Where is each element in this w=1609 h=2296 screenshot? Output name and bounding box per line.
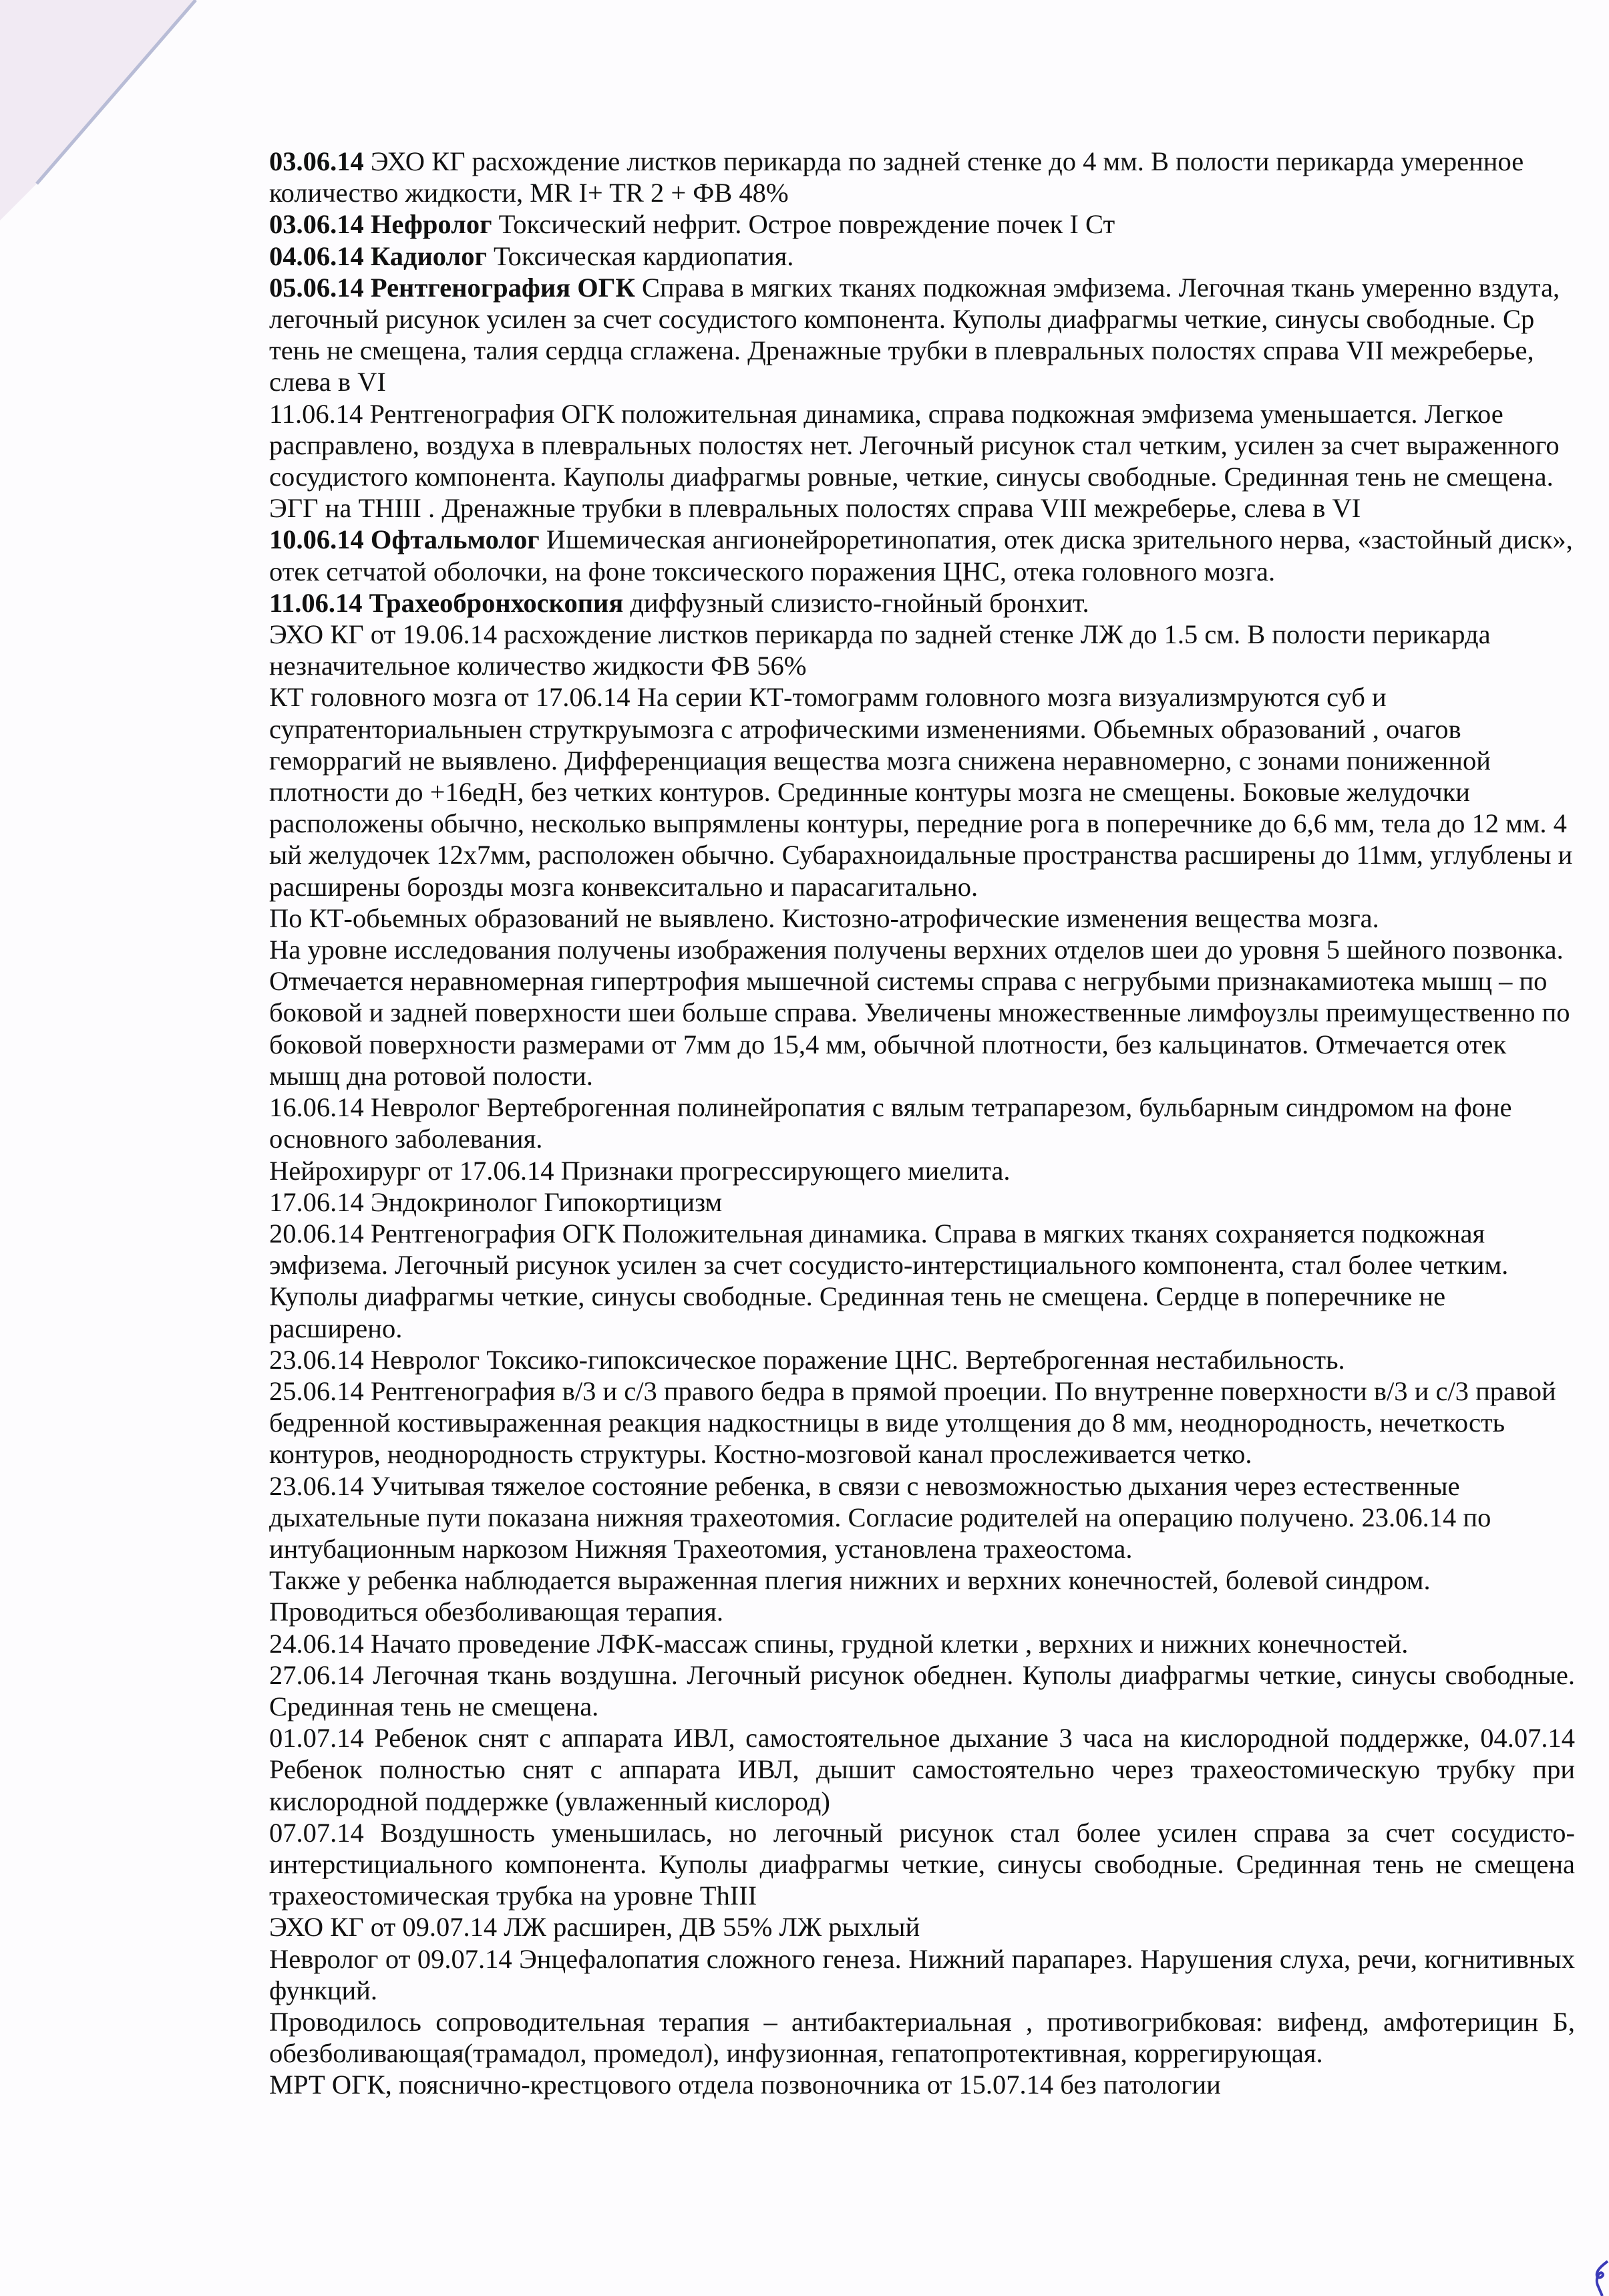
document-paragraph: [269, 1722, 1575, 1817]
paragraph-text: Ишемическая ангионейроретинопатия, отек диска зрительного нерва, «застойный диск», отек сетчатой оболочки, на фоне токсического поражения ЦНС, отека головного мозга.: [269, 524, 1573, 587]
document-paragraph: [269, 1943, 1575, 2006]
document-paragraph: [269, 1911, 1575, 1943]
document-paragraph: [269, 587, 1575, 619]
document-paragraph: [269, 1628, 1575, 1659]
paragraph-text: Также у ребенка наблюдается выраженная плегия нижних и верхних конечностей, болевой синдром.: [269, 1565, 1431, 1596]
document-paragraph: [269, 1565, 1575, 1596]
paragraph-text: Справа в мягких тканях подкожная эмфизема. Легочная ткань умеренно вздута, легочный рисунок усилен за счет сосудистого компонента. Куполы диафрагмы четкие, синусы свободные. Ср тень не смещена, талия сердца сглажена. Дренажные трубки в плевральных полостях справа VII межреберье, слева в VI: [269, 272, 1560, 397]
paragraph-text: 20.06.14 Рентгенография ОГК Положительная динамика. Справа в мягких тканях сохраняется подкожная эмфизема. Легочный рисунок усилен за счет сосудисто-интерстициального компонента, стал более четким. Куполы диафрагмы четкие, синусы свободные. Срединная тень не смещена. Сердце в поперечнике не расширено.: [269, 1218, 1509, 1343]
paragraph-text: 16.06.14 Невролог Вертеброгенная полинейропатия с вялым тетрапарезом, бульбарным синдромом на фоне основного заболевания.: [269, 1092, 1512, 1154]
paragraph-label: ЭХО КГ: [370, 146, 466, 176]
paragraph-text: По КТ-обьемных образований не выявлено. Кистозно-атрофические изменения вещества мозга.: [269, 903, 1379, 933]
document-paragraph: [269, 240, 1575, 272]
signature-mark: [1582, 2256, 1609, 2296]
paragraph-text: 25.06.14 Рентгенография в/3 и с/3 правого бедра в прямой проеции. По внутренне поверхности в/3 и с/3 правой бедренной костивыраженная реакция надкостницы в виде утолщения до 8 мм, неоднородность, нечеткость контуров, неоднородность структуры. Костно-мозговой канал прослеживается четко.: [269, 1375, 1556, 1470]
paragraph-text: Проводилось сопроводительная терапия – антибактериальная , противогрибковая: вифенд, амфотерицин Б, обезболивающая(трамадол, промедол), инфузионная, гепатопротективная, коррегирующая.: [269, 2006, 1575, 2069]
document-paragraph: [269, 619, 1575, 681]
document-paragraph: [269, 1375, 1575, 1470]
paragraph-text: Невролог от 09.07.14 Энцефалопатия сложного генеза. Нижний парапарез. Нарушения слуха, речи, когнитивных функций.: [269, 1943, 1575, 2005]
document-paragraph: [269, 1817, 1575, 1912]
paragraph-text: Токсическая кардиопатия.: [486, 240, 794, 271]
document-paragraph: [269, 1470, 1575, 1565]
document-paragraph: [269, 934, 1575, 1092]
paragraph-text: 17.06.14 Эндокринолог Гипокортицизм: [269, 1186, 723, 1217]
paragraph-text: 07.07.14 Воздушность уменьшилась, но легочный рисунок стал более усилен справа за счет сосудисто-интерстициального компонента. Куполы диафрагмы четкие, синусы свободные. Срединная тень не смещена трахеостомическая трубка на уровне ThIII: [269, 1817, 1575, 1911]
document-paragraph: [269, 146, 1575, 208]
paragraph-text: 23.06.14 Невролог Токсико-гипоксическое поражение ЦНС. Вертеброгенная нестабильность.: [269, 1344, 1345, 1375]
paragraph-text: 23.06.14 Учитывая тяжелое состояние ребенка, в связи с невозможностью дыхания через естественные дыхательные пути показана нижняя трахеотомия. Согласие родителей на операцию получено. 23.06.14 по интубационным наркозом Нижняя Трахеотомия, установлена трахеостома.: [269, 1470, 1491, 1564]
document-paragraph: [269, 1218, 1575, 1344]
document-paragraph: [269, 1186, 1575, 1218]
document-paragraph: [269, 272, 1575, 398]
document-paragraph: [269, 1155, 1575, 1186]
paragraph-heading: 04.06.14 Кадиолог: [269, 240, 487, 271]
paragraph-heading: 03.06.14 Нефролог: [269, 209, 492, 240]
paragraph-text: 01.07.14 Ребенок снят с аппарата ИВЛ, самостоятельное дыхание 3 часа на кислородной поддержке, 04.07.14 Ребенок полностью снят с аппарата ИВЛ, дышит самостоятельно через трахеостомическую трубку при кислородной поддержке (увлаженный кислород): [269, 1723, 1575, 1816]
document-paragraph: [269, 2006, 1575, 2069]
document-paragraph: [269, 1344, 1575, 1375]
paragraph-text: Токсический нефрит. Острое повреждение почек I Ст: [492, 209, 1115, 240]
paragraph-text: Проводиться обезболивающая терапия.: [269, 1597, 724, 1627]
paragraph-text: ЭХО КГ от 09.07.14 ЛЖ расширен, ДВ 55% ЛЖ рыхлый: [269, 1912, 920, 1943]
document-paragraph: [269, 903, 1575, 934]
document-paragraph: [269, 398, 1575, 524]
paragraph-text: КТ головного мозга от 17.06.14 На серии КТ-томограмм головного мозга визуализмруются суб и супратенториальныен струткруымозга с атрофическими изменениями. Обьемных образований , очагов геморрагий не выявлено. Дифференциация вещества мозга снижена неравномерно, с зонами пониженной плотности до +16едН, без четких контуров. Срединные контуры мозга не смещены. Боковые желудочки расположены обычно, несколько выпрямлены контуры, передние рога в поперечнике до 6,6 мм, тела до 12 мм. 4 ый желудочек 12х7мм, расположен обычно. Субарахноидальные пространства расширены до 11мм, углублены и расширены борозды мозга конвекситально и парасагитально.: [269, 682, 1573, 902]
paragraph-text: МРТ ОГК, пояснично-крестцового отдела позвоночника от 15.07.14 без патологии: [269, 2070, 1221, 2100]
paragraph-heading: 10.06.14 Офтальмолог: [269, 524, 540, 555]
document-page: [269, 146, 1575, 2101]
paragraph-heading: 05.06.14 Рентгенография ОГК: [269, 272, 635, 303]
paragraph-heading: 03.06.14: [269, 146, 364, 176]
document-paragraph: [269, 1092, 1575, 1154]
document-paragraph: [269, 681, 1575, 902]
paragraph-text: 27.06.14 Легочная ткань воздушна. Легочный рисунок обеднен. Куполы диафрагмы четкие, синусы свободные. Срединная тень не смещена.: [269, 1659, 1575, 1721]
document-paragraph: [269, 1659, 1575, 1722]
paragraph-text: расхождение листков перикарда по задней стенке до 4 мм. В полости перикарда умеренное количество жидкости, MR I+ TR 2 + ФВ 48%: [269, 146, 1524, 208]
paragraph-text: Нейрохирург от 17.06.14 Признаки прогрессирующего миелита.: [269, 1155, 1011, 1186]
paragraph-text: 11.06.14 Рентгенография ОГК положительная динамика, справа подкожная эмфизема уменьшается. Легкое расправлено, воздуха в плевральных полостях нет. Легочный рисунок стал четким, усилен за счет выраженного сосудистого компонента. Кауполы диафрагмы ровные, четкие, синусы свободные. Срединная тень не смещена. ЭГГ на ТНIII . Дренажные трубки в плевральных полостях справа VIII межреберье, слева в VI: [269, 398, 1560, 524]
document-paragraph: [269, 208, 1575, 240]
paragraph-text: диффузный слизисто-гнойный бронхит.: [623, 587, 1089, 618]
paragraph-text: На уровне исследования получены изображения получены верхних отделов шеи до уровня 5 шейного позвонка. Отмечается неравномерная гипертрофия мышечной системы справа с негрубыми признакамиотека мышц – по боковой и задней поверхности шеи больше справа. Увеличены множественные лимфоузлы преимущественно по боковой поверхности размерами от 7мм до 15,4 мм, обычной плотности, без кальцинатов. Отмечается отек мышц дна ротовой полости.: [269, 935, 1570, 1091]
document-paragraph: [269, 1596, 1575, 1627]
paragraph-heading: 11.06.14 Трахеобронхоскопия: [269, 587, 624, 618]
document-paragraph: [269, 2069, 1575, 2100]
document-paragraph: [269, 524, 1575, 587]
paragraph-text: 24.06.14 Начато проведение ЛФК-массаж спины, грудной клетки , верхних и нижних конечностей.: [269, 1628, 1409, 1659]
paragraph-text: ЭХО КГ от 19.06.14 расхождение листков перикарда по задней стенке ЛЖ до 1.5 см. В полости перикарда незначительное количество жидкости ФВ 56%: [269, 619, 1491, 681]
